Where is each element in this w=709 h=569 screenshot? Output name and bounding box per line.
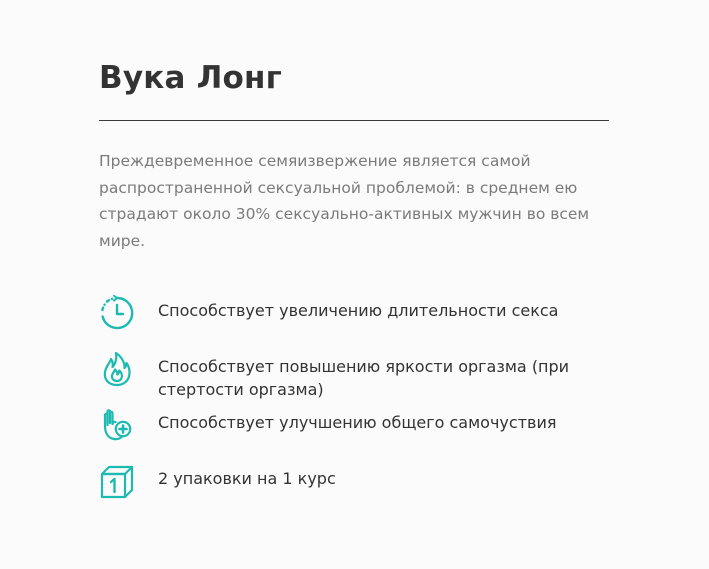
package-icon <box>99 463 135 499</box>
feature-text: 2 упаковки на 1 курс <box>158 469 336 488</box>
clock-icon <box>99 295 135 331</box>
feature-item-orgasm <box>99 351 619 399</box>
feature-item-duration <box>99 295 619 339</box>
feature-text: Способствует повышению яркости оргазма (при стертости оргазма) <box>158 357 570 399</box>
page-title: Вука Лонг <box>99 60 283 96</box>
feature-item-wellbeing <box>99 407 619 451</box>
feature-text: Способствует улучшению общего самочуствия <box>158 413 557 432</box>
flame-icon <box>99 351 135 387</box>
health-hand-icon <box>99 407 135 443</box>
feature-item-package <box>99 463 619 507</box>
feature-text: Способствует увеличению длительности секса <box>158 301 559 320</box>
title-divider <box>99 120 609 121</box>
product-description: Преждевременное семяизвержение является самой распространенной сексуальной проблемой: в среднем ею страдают около 30% сексуально-активных мужчин во всем мире. <box>99 152 590 250</box>
